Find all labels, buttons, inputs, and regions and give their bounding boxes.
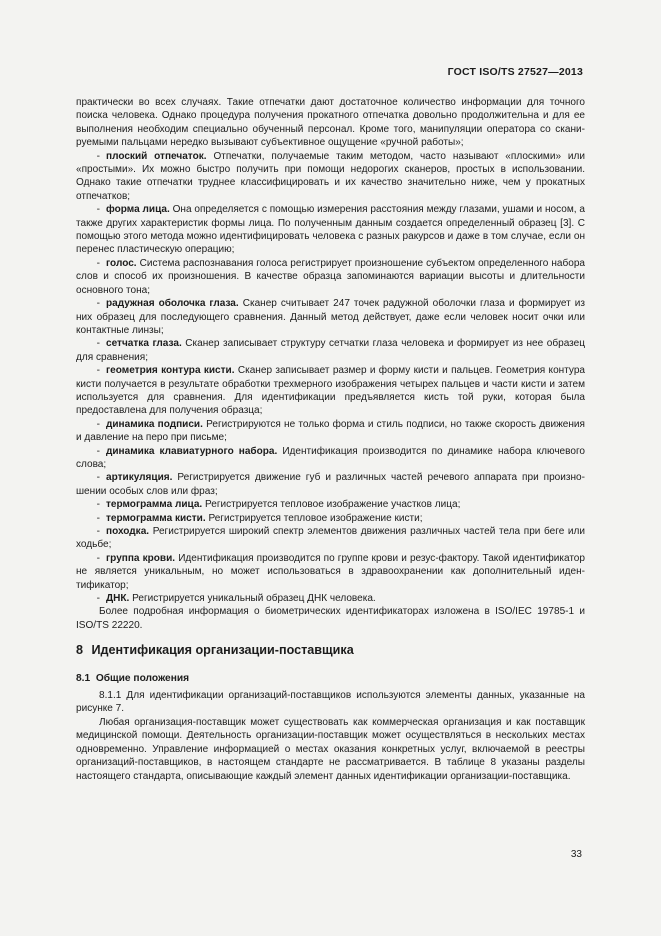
list-term: термограмма лица. [106, 499, 203, 511]
list-item [76, 552, 585, 592]
subsection-title: Общие положения [95, 672, 190, 684]
list-text: Сканер записывает размер и форму кисти и пальцев. Геометрия контура кисти получается в результате обработки трехмерного изображения четырех пальцев и части кисти и затем используется для сравнения. Для идентификации предъявляется кисть той руки, которая была предоставлена для получения образца; [76, 365, 585, 417]
document-body [76, 96, 585, 783]
list-term: форма лица. [106, 204, 170, 216]
list-marker: - [96, 445, 100, 457]
list-text: Сканер считывает 247 точек радужной оболочки глаза и формирует из них образец для последующего сравнения. Данный метод действует, даже если человек носит очки или контактные линзы; [76, 298, 585, 336]
paragraph: практически во всех случаях. Такие отпечатки дают достаточное количество информации для точного поиска человека. Однако процедура получения прокатного отпечатка довольно продолжительна и для ее выполнения необходим специально обученный персонал. Кроме того, манипуляции оператора со сканируемыми пальцами нередко вызывают субъективное ощущение «ручной работы»; [76, 97, 585, 149]
list-marker: - [96, 552, 100, 564]
list-term: геометрия контура кисти. [106, 365, 235, 377]
subsection-heading [76, 672, 585, 685]
list-item [76, 592, 585, 605]
list-item [76, 257, 585, 297]
list-term: голос. [106, 257, 137, 269]
list-term: радужная оболочка глаза. [106, 298, 239, 310]
list-term: плоский отпечаток. [106, 150, 207, 162]
list-marker: - [96, 150, 100, 162]
list-item [76, 337, 585, 364]
list-item [76, 150, 585, 204]
list-text: Регистрируется движение губ и различных частей речевого аппарата при произношении особых слов или фраз; [76, 472, 585, 497]
list-text: Она определяется с помощью измерения расстояния между глазами, ушами и носом, а также других характеристик формы лица. По полученным данным создается определенный образец [3]. С помощью этого метода можно идентифицировать человека с разных ракурсов и даже в том случае, если он перенес пластическую операцию; [76, 204, 585, 256]
list-term: группа крови. [106, 552, 176, 564]
list-item [76, 418, 585, 445]
list-item [76, 498, 585, 511]
list-marker: - [96, 418, 100, 430]
list-text: Регистрируется широкий спектр элементов движения различных частей тела при беге или ходьбе; [76, 526, 585, 551]
list-marker: - [96, 338, 100, 350]
list-text: Идентификация производится по группе крови и резус-фактору. Такой идентификатор не является уникальным, но может использоваться в здравоохранении как дополнительный идентификатор; [76, 552, 585, 591]
paragraph: Более подробная информация о биометрических идентификаторах изложена в ISO/IEC 19785-1 и ISO/TS 22220. [76, 606, 585, 631]
list-item [76, 445, 585, 472]
list-term: артикуляция. [106, 472, 173, 484]
list-item [76, 297, 585, 337]
section-number: 8 [76, 643, 84, 658]
page-number: 33 [570, 849, 582, 860]
biometrics-list [76, 96, 585, 632]
list-text: Регистрируется тепловое изображение участков лица; [202, 499, 461, 511]
list-marker: - [96, 526, 100, 537]
paragraph: 8.1.1 Для идентификации организаций-поставщиков используются элементы данных, указанные на рисунке 7. [76, 690, 585, 715]
list-marker: - [96, 298, 100, 310]
subsection-number: 8.1 [76, 672, 91, 684]
list-term: походка. [106, 526, 150, 537]
section-title: Идентификация организации-поставщика [91, 643, 354, 658]
list-marker: - [96, 204, 100, 216]
list-text: Отпечатки, получаемые таким методом, часто называют «плоскими» или «простыми». Их можно быстро получить при помощи недорогих сканеров, простых в использовании. Однако такие отпечатки труднее классифицировать и их качество значительно ниже, чем у прокатных отпечатков; [76, 150, 586, 202]
list-term: динамика подписи. [106, 418, 203, 430]
list-item [76, 525, 585, 552]
list-marker: - [96, 257, 100, 269]
list-text: Система распознавания голоса регистрирует произношение субъектом определенного набора слов и способ их произношения. В качестве образца запоминаются вариации высоты и длительности основного тона; [76, 257, 585, 296]
list-term: динамика клавиатурного набора. [106, 445, 278, 457]
list-marker: - [96, 499, 100, 511]
list-marker: - [96, 365, 100, 377]
list-text: Регистрируется уникальный образец ДНК человека. [129, 593, 376, 605]
list-marker: - [96, 593, 100, 605]
list-item [76, 364, 585, 418]
list-term: ДНК. [106, 593, 130, 605]
list-item [76, 203, 585, 257]
section-heading [76, 644, 585, 657]
list-text: Регистрируется тепловое изображение кисти; [205, 512, 423, 524]
list-item [76, 471, 585, 498]
paragraph: Любая организация-поставщик может существовать как коммерческая организация и как поставщик медицинской помощи. Деятельность организации-поставщик может осуществляться в нескольких местах одновременно. Управление информацией о местах оказания конкретных услуг, включаемой в реестры организаций-поставщиков, в настоящем стандарте не рассматривается. В таблице 8 указаны разделы настоящего стандарта, описывающие каждый элемент данных идентификации организации-поставщика. [76, 716, 585, 782]
list-text: Идентификация производится по динамике набора ключевого слова; [76, 445, 585, 470]
standard-code: ГОСТ ISO/TS 27527—2013 [447, 66, 583, 78]
list-item [76, 512, 585, 525]
list-marker: - [96, 472, 100, 484]
list-text: Сканер записывает структуру сетчатки глаза человека и формирует из нее образец для сравнения; [76, 338, 585, 363]
list-text: Регистрируются не только форма и стиль подписи, но также скорость движения и давление на перо при письме; [76, 418, 585, 444]
list-marker: - [96, 512, 100, 524]
list-term: термограмма кисти. [106, 512, 206, 524]
list-term: сетчатка глаза. [106, 338, 182, 350]
